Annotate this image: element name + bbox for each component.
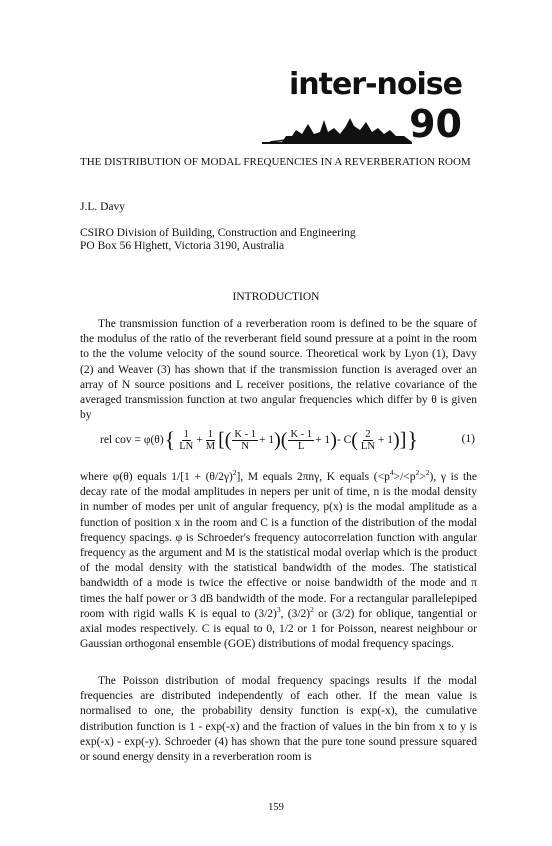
equation-lhs: rel cov = φ(θ) bbox=[100, 434, 164, 446]
plus-one-term: + 1 bbox=[259, 434, 275, 446]
fraction-denominator: M bbox=[205, 440, 216, 452]
right-paren: ) bbox=[274, 429, 281, 451]
fraction-numerator: 1 bbox=[183, 428, 189, 440]
text-run: or (3/2) for oblique, tangential or axial modes respectively. C is equal to 0, 1/2 or 1 for Poisson, nearest neighbour or Gaussian orthogonal ensemble (GOE) distributions of modal frequency spacings. bbox=[80, 607, 477, 651]
fraction-numerator: K - 1 bbox=[290, 428, 313, 440]
left-paren: ( bbox=[351, 429, 358, 451]
affiliation-line-2: PO Box 56 Highett, Victoria 3190, Australia bbox=[80, 240, 285, 252]
text-run: > bbox=[419, 471, 426, 483]
paper-title: THE DISTRIBUTION OF MODAL FREQUENCIES IN A REVERBERATION ROOM bbox=[80, 156, 471, 168]
left-paren: ( bbox=[280, 429, 288, 451]
text-run: >/<p bbox=[393, 471, 416, 483]
plus-sign: + bbox=[196, 434, 203, 446]
fraction-denominator: L bbox=[298, 440, 305, 452]
superscript: 4 bbox=[389, 468, 394, 478]
superscript: 2 bbox=[310, 605, 314, 614]
fraction-denominator: LN bbox=[360, 440, 375, 452]
page-number: 159 bbox=[268, 802, 284, 813]
conference-logo bbox=[262, 67, 462, 150]
superscript: 2 bbox=[425, 468, 430, 478]
superscript: 3 bbox=[276, 605, 281, 614]
left-brace: { bbox=[164, 427, 176, 452]
superscript: 2 bbox=[415, 468, 420, 478]
fraction-1-over-m bbox=[204, 429, 217, 452]
superscript: 2 bbox=[232, 468, 237, 478]
paragraph-2 bbox=[80, 470, 477, 652]
fraction-2-over-ln bbox=[359, 429, 377, 452]
equation-body bbox=[100, 424, 419, 456]
fraction-denominator: LN bbox=[179, 440, 194, 452]
fraction-numerator: 2 bbox=[365, 428, 371, 440]
equation-1 bbox=[80, 424, 477, 456]
author-name: J.L. Davy bbox=[80, 201, 126, 213]
text-run: ], M equals 2πnγ, K equals (<p bbox=[236, 471, 390, 483]
left-bracket: [ bbox=[218, 429, 225, 451]
paragraph-3: The Poisson distribution of modal frequency spacings results if the modal frequencies are distributed independently of each other. If the mean value is normalised to one, the probability density function is exp(-x), the cumulative distribution function is 1 - exp(-x) and the fraction of values in the bin from x to y is exp(-x) - exp(-y). Schroeder (4) has shown that the pure tone sound pressure squared or sound energy density in a reverberation room is bbox=[80, 675, 477, 764]
left-paren: ( bbox=[224, 429, 232, 451]
right-paren: ) bbox=[393, 429, 400, 451]
affiliation-line-1: CSIRO Division of Building, Construction and Engineering bbox=[80, 227, 356, 239]
fraction-numerator: 1 bbox=[207, 428, 214, 440]
author-affiliation bbox=[80, 227, 475, 253]
section-heading: INTRODUCTION bbox=[232, 291, 320, 303]
plus-one-term: + 1 bbox=[315, 434, 331, 446]
right-paren: ) bbox=[330, 429, 337, 451]
fraction-k-minus-1-over-n bbox=[232, 429, 258, 452]
plus-one-term: + 1 bbox=[377, 434, 394, 446]
logo-year: 90 bbox=[409, 102, 462, 146]
paragraph-1: The transmission function of a reverberation room is defined to be the square of the modulus of the ratio of the reverberant field sound pressure at a point in the room to the the volume velocity of the sound source. Theoretical work by Lyon (1), Davy (2) and Weaver (3) has shown that if the transmission function is averaged over an array of N source positions and L receiver positions, the relative covariance of the averaged transmission function at two angular frequencies which differ by θ is given by bbox=[80, 318, 477, 422]
city-skyline-icon bbox=[262, 112, 412, 144]
text-run: where φ(θ) equals 1/[1 + (θ/2γ) bbox=[80, 471, 233, 483]
fraction-1-over-ln bbox=[177, 429, 195, 452]
logo-wordmark: inter-noise bbox=[288, 67, 462, 102]
fraction-denominator: N bbox=[241, 440, 249, 452]
text-run: ), γ is the decay rate of the modal amplitudes in nepers per unit of time, n is the modal density in number of modes per unit of angular frequency, p(x) is the modal amplitude as a function of position x in the room and C is a function of the distribution of the modal frequency spacings. φ is Schroeder's frequency autocorrelation function with angular frequency as the argument and M is the statistical modal overlap which is the product of the modal density with the statistical bandwidth of the modes. The statistical bandwidth of a mode is twice the effective or noise bandwidth of the mode and π times the half power or 3 dB bandwidth of the mode. For a rectangular parallelepiped room with rigid walls K is equal to (3/2) bbox=[80, 471, 478, 620]
equation-number: (1) bbox=[461, 433, 475, 445]
right-brace: } bbox=[407, 427, 418, 452]
fraction-numerator: K - 1 bbox=[234, 428, 256, 440]
fraction-k-minus-1-over-l bbox=[288, 429, 314, 452]
text-run: , (3/2) bbox=[280, 607, 311, 620]
right-bracket: ] bbox=[399, 429, 407, 451]
minus-c-term: - C bbox=[336, 434, 352, 446]
